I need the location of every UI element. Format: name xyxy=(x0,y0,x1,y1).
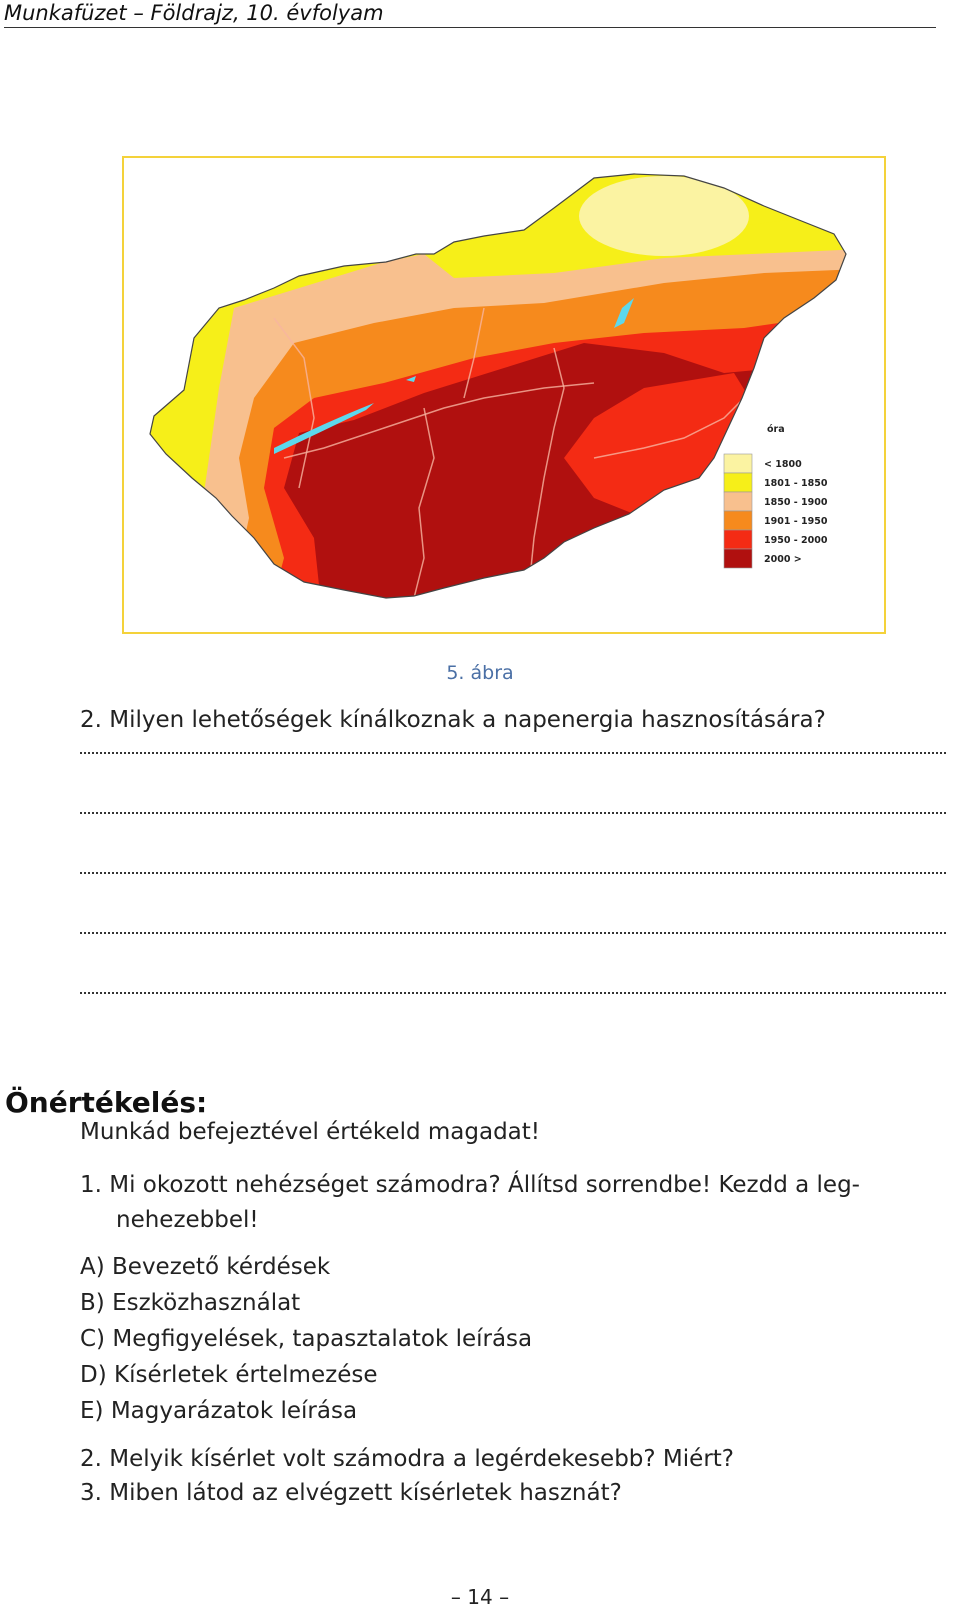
sa-question-1-line2: nehezebbel! xyxy=(116,1207,259,1233)
answer-line[interactable] xyxy=(80,812,946,814)
question-2: 2. Milyen lehetőségek kínálkoznak a napenergia hasznosítására? xyxy=(80,707,826,733)
hungary-sunshine-map xyxy=(124,158,884,632)
legend-swatch xyxy=(724,492,752,511)
sa-question-2: 2. Melyik kísérlet volt számodra a legérdekesebb? Miért? xyxy=(80,1446,734,1472)
legend-label: 1850 - 1900 xyxy=(764,497,828,508)
page-header: Munkafüzet – Földrajz, 10. évfolyam xyxy=(4,0,936,28)
sa-question-1-line1: 1. Mi okozott nehézséget számodra? Állítsd sorrendbe! Kezdd a leg- xyxy=(80,1172,860,1198)
self-assessment-intro: Munkád befejeztével értékeld magadat! xyxy=(80,1119,541,1145)
legend-swatch xyxy=(724,473,752,492)
map-legend xyxy=(724,424,828,568)
option-c: C) Megfigyelések, tapasztalatok leírása xyxy=(80,1326,533,1352)
page-number: – 14 – xyxy=(450,1585,510,1609)
legend-title: óra xyxy=(767,424,785,435)
zone-1801-1850-north xyxy=(124,158,884,228)
answer-line[interactable] xyxy=(80,992,946,994)
legend-label: 1950 - 2000 xyxy=(764,535,828,546)
legend-swatch xyxy=(724,530,752,549)
legend-swatch xyxy=(724,549,752,568)
self-assessment-title: Önértékelés: xyxy=(5,1086,208,1119)
answer-line[interactable] xyxy=(80,932,946,934)
sa-question-3: 3. Miben látod az elvégzett kísérletek hasznát? xyxy=(80,1480,622,1506)
legend-label: 2000 > xyxy=(764,554,802,565)
legend-swatch xyxy=(724,454,752,473)
answer-line[interactable] xyxy=(80,872,946,874)
answer-line[interactable] xyxy=(80,752,946,754)
legend-label: 1901 - 1950 xyxy=(764,516,828,527)
legend-label: < 1800 xyxy=(764,459,802,470)
legend-swatch xyxy=(724,511,752,530)
sunshine-map-figure xyxy=(122,156,886,634)
option-a: A) Bevezető kérdések xyxy=(80,1254,331,1280)
option-e: E) Magyarázatok leírása xyxy=(80,1398,358,1424)
figure-caption: 5. ábra xyxy=(446,662,514,684)
legend-label: 1801 - 1850 xyxy=(764,478,828,489)
option-d: D) Kísérletek értelmezése xyxy=(80,1362,378,1388)
option-b: B) Eszközhasználat xyxy=(80,1290,301,1316)
